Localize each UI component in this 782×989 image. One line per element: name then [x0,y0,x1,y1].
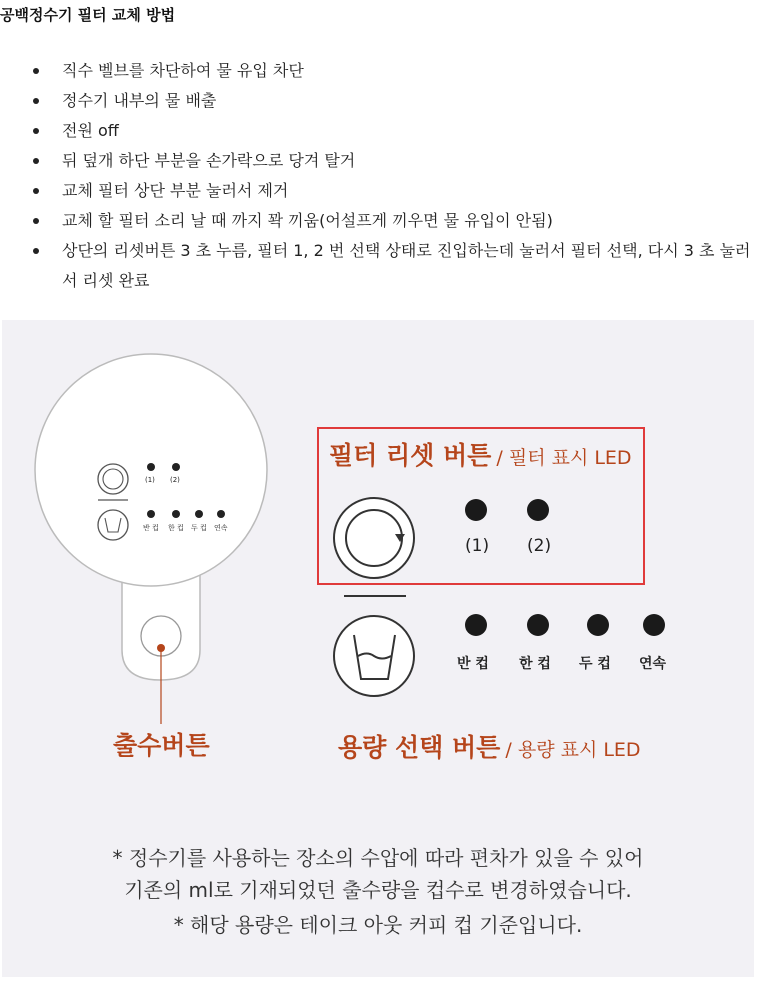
small-filter-led-label: (2) [170,476,180,484]
filter-led-label: (2) [527,536,552,556]
note-line: * 정수기를 사용하는 장소의 수압에 따라 편차가 있을 수 있어 [112,846,644,870]
filter-reset-title: 필터 리셋 버튼 [329,441,492,470]
filter-reset-subtitle: / 필터 표시 LED [496,447,632,469]
filter-led-label: (1) [465,536,490,556]
cup-led-label: 연속 [639,656,667,672]
purifier-diagram [2,320,754,977]
list-item: 상단의 리셋버튼 3 초 누름, 필터 1, 2 번 선택 상태로 진입하는데 눌러서 필터 선택, 다시 3 초 눌러서 리셋 완료 [0,236,760,296]
filter-led [465,499,487,521]
cup-led [527,614,549,636]
note-line: 기존의 ml로 기재되었던 출수량을 컵수로 변경하였습니다. [124,878,632,902]
filter-led [527,499,549,521]
note-line: * 해당 용량은 테이크 아웃 커피 컵 기준입니다. [173,913,583,937]
list-item: 뒤 덮개 하단 부분을 손가락으로 당겨 탈거 [0,146,760,176]
small-led [217,510,225,518]
list-item: 교체 할 필터 소리 날 때 까지 꽉 끼움(어설프게 끼우면 물 유입이 안됨) [0,206,760,236]
volume-title: 용량 선택 버튼 [338,733,501,762]
list-item: 정수기 내부의 물 배출 [0,86,760,116]
small-led [147,510,155,518]
list-item: 전원 off [0,116,760,146]
cup-icon [334,616,414,696]
filter-reset-heading [329,436,632,472]
small-led [147,463,155,471]
volume-subtitle: / 용량 표시 LED [505,739,641,761]
small-led [195,510,203,518]
small-cup-led-label: 두 컵 [191,524,207,532]
small-cup-led-label: 연속 [214,524,228,532]
cup-led [643,614,665,636]
cup-led [587,614,609,636]
small-cup-led-label: 반 컵 [143,524,159,532]
list-item: 교체 필터 상단 부분 눌러서 제거 [0,176,760,206]
volume-heading [338,728,641,764]
small-filter-led-label: (1) [145,476,155,484]
steps-list [0,56,760,296]
reset-icon [334,498,414,578]
small-led [172,510,180,518]
cup-led [465,614,487,636]
cup-led-label: 한 컵 [519,656,551,672]
small-led [172,463,180,471]
dispense-button-label: 출수버튼 [113,731,210,760]
small-cup-led-label: 한 컵 [168,524,184,532]
page-title: 공백정수기 필터 교체 방법 [0,6,176,24]
cup-led-label: 반 컵 [457,656,489,672]
list-item: 직수 벨브를 차단하여 물 유입 차단 [0,56,760,86]
cup-led-label: 두 컵 [579,656,611,672]
